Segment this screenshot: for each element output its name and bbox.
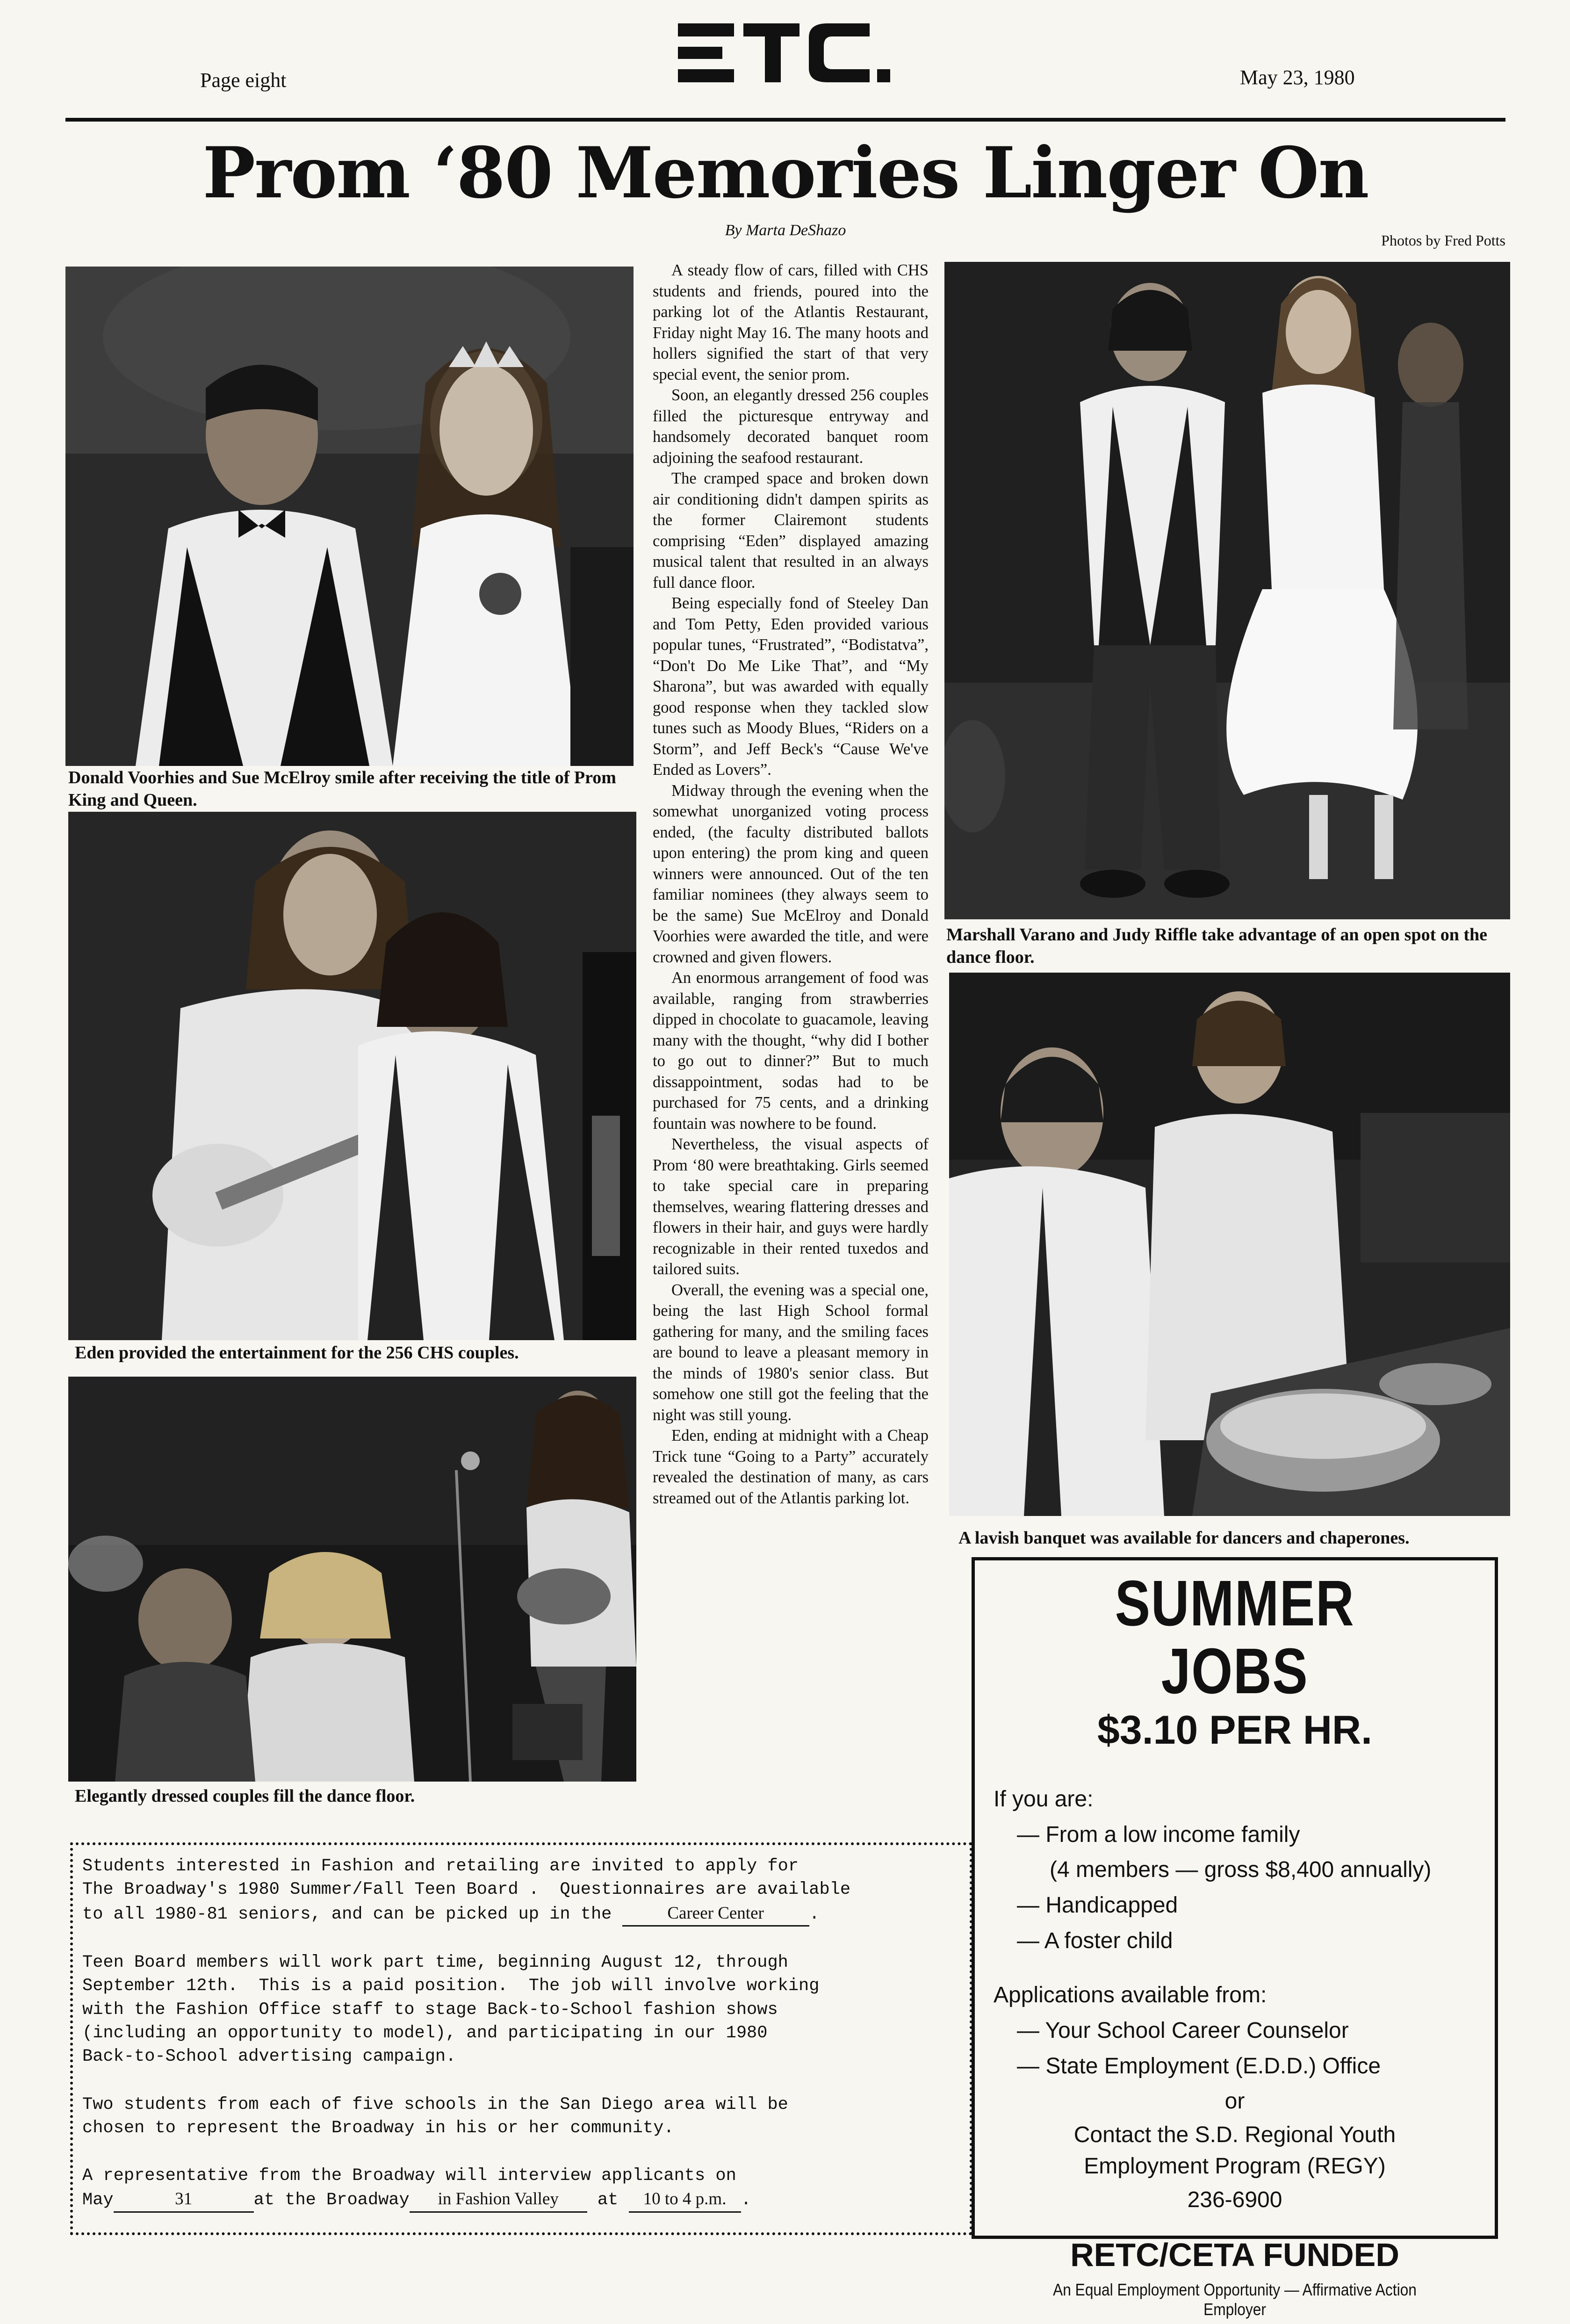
banquet-photo <box>949 973 1510 1516</box>
byline: By Marta DeShazo <box>725 222 846 239</box>
pickup-location: Career Center <box>622 1902 809 1927</box>
applications-heading: Applications available from: <box>994 1982 1267 2007</box>
contact-phone: 236-6900 <box>1187 2187 1282 2212</box>
issue-date: May 23, 1980 <box>1240 66 1355 89</box>
king-queen-photo <box>65 267 634 766</box>
article-body <box>653 260 929 1840</box>
photo-credit: Photos by Fred Potts <box>1381 232 1505 249</box>
contact-text: Contact the S.D. Regional Youth Employment Program (REGY) <box>1073 2122 1396 2179</box>
article-paragraph: The cramped space and broken down air conditioning didn't dampen spirits as the former Clairemont students comprising “Eden” displayed amazing musical talent that resulted in an always full dance floor. <box>653 469 929 592</box>
eligibility-item: — Handicapped <box>1017 1893 1178 1918</box>
eligibility-item: — A foster child <box>1017 1928 1173 1954</box>
article-paragraph: A steady flow of cars, filled with CHS students and friends, poured into the parking lot of the Atlantis Restaurant, Friday night May 16. The many hoots and hollers signified the start of that very special event, the senior prom. <box>653 261 929 383</box>
application-source: — Your School Career Counselor <box>1017 2018 1349 2043</box>
teen-board-paragraph-3: Two students from each of five schools in the San Diego area will be chosen to represent the Broadway in his or her community. <box>82 2094 788 2138</box>
interview-time: 10 to 4 p.m. <box>629 2187 741 2212</box>
eligibility-item: (4 members — gross $8,400 annually) <box>1050 1857 1432 1883</box>
eligibility-item: — From a low income family <box>1017 1822 1300 1847</box>
dancers-photo <box>68 1377 636 1782</box>
interview-day: 31 <box>114 2187 254 2212</box>
article-paragraph: An enormous arrangement of food was available, ranging from strawberries dipped in chocolate to guacamole, leaving many with the thought, “why did I bother to go out to dinner?” But to much dissappointment, sodas had to be purchased for 75 cents, and a drinking fountain was nowhere to be found. <box>653 969 929 1133</box>
article-paragraph: Overall, the evening was a special one, being the last High School formal gathering for many, and the smiling faces are bound to leave a pleasant memory in the minds of 1980's senior class. But somehow one still got the feeling that the night was still young. <box>653 1281 929 1424</box>
or-text: or <box>1224 2089 1245 2114</box>
summer-jobs-rate: $3.10 PER HR. <box>1097 1707 1372 1753</box>
teen-board-paragraph-4: A representative from the Broadway will interview applicants on May 31 at the Broadway in Fashion Valley at 10 to 4 p.m. . <box>82 2164 960 2213</box>
application-source: — State Employment (E.D.D.) Office <box>1017 2053 1381 2079</box>
header-rule <box>65 118 1505 122</box>
masthead-logo <box>673 19 898 94</box>
teen-board-paragraph-1: Students interested in Fashion and retailing are invited to apply for The Broadway's 1980 Summer/Fall Teen Board . Questionnaires are available to all 1980-81 seniors, and can be picked up in the Career Center . <box>82 1855 960 1927</box>
article-paragraph: Being especially fond of Steeley Dan and Tom Petty, Eden provided various popular tunes, “Frustrated”, “Bodistatva”, “Don't Do Me Like That”, and “My Sharona”, but was awarded with equally good response when they tackled slow tunes such as Moody Blues, “Riders on a Storm”, and Jeff Beck's “Cause We've Ended as Lovers”. <box>653 594 929 779</box>
interview-venue: at the Broadway <box>253 2190 410 2210</box>
king-queen-caption: Donald Voorhies and Sue McElroy smile after receiving the title of Prom King and Queen. <box>68 768 616 810</box>
dancers-caption: Elegantly dressed couples fill the dance floor. <box>75 1786 415 1806</box>
band-caption: Eden provided the entertainment for the 256 CHS couples. <box>75 1343 519 1363</box>
teen-board-paragraph-2: Teen Board members will work part time, beginning August 12, through September 12th. This is a paid position. The job will involve working with the Fashion Office staff to stage Back-to-School fashion shows (including an opportunity to model), and participating in our 1980 Back-to-School advertising campaign. <box>82 1952 820 2067</box>
couple-dancing-photo <box>944 262 1510 919</box>
teen-board-ad <box>70 1842 972 2235</box>
teen-board-text: Students interested in Fashion and retailing are invited to apply for The Broadway's 1980 Summer/Fall Teen Board . Questionnaires are available to all 1980-81 seniors, and can be picked up in the <box>82 1856 851 1924</box>
funding-notice: RETC/CETA FUNDED <box>1070 2237 1399 2273</box>
article-paragraph: Soon, an elegantly dressed 256 couples filled the picturesque entryway and handsomely decorated banquet room adjoining the seafood restaurant. <box>653 386 929 467</box>
headline: Prom ‘80 Memories Linger On <box>202 132 1368 214</box>
interview-month: May <box>82 2190 114 2210</box>
eligibility-heading: If you are: <box>994 1786 1094 1812</box>
eoe-notice: An Equal Employment Opportunity — Affirmative Action Employer <box>1053 2280 1417 2319</box>
summer-jobs-title: SUMMER JOBS <box>1115 1567 1355 1707</box>
interview-place: in Fashion Valley <box>410 2187 587 2212</box>
article-paragraph: Nevertheless, the visual aspects of Prom ‘80 were breathtaking. Girls seemed to take special care in preparing themselves, wearing flattering dresses and flowers in their hair, and guys were hardly recognizable in their rented tuxedos and tailored suits. <box>653 1135 929 1278</box>
article-paragraph: Eden, ending at midnight with a Cheap Trick tune “Going to a Party” accurately revealed the destination of many, as cars streamed out of the Atlantis parking lot. <box>653 1427 929 1507</box>
page-number: Page eight <box>200 69 287 92</box>
couple-dancing-caption: Marshall Varano and Judy Riffle take advantage of an open spot on the dance floor. <box>946 925 1488 967</box>
band-photo <box>68 812 636 1340</box>
summer-jobs-body <box>994 1782 1476 2218</box>
article-paragraph: Midway through the evening when the somewhat unorganized voting process ended, (the faculty distributed ballots upon entering) the prom king and queen winners were announced. Out of the ten familiar nominees (they always seem to be the same) Sue McElroy and Donald Voorhies were awarded the title, and were crowned and given flowers. <box>653 781 929 966</box>
interview-text: A representative from the Broadway will interview applicants on <box>82 2166 736 2186</box>
banquet-caption: A lavish banquet was available for dancers and chaperones. <box>958 1528 1410 1548</box>
interview-at: at <box>597 2190 619 2210</box>
summer-jobs-ad <box>972 1557 1498 2319</box>
